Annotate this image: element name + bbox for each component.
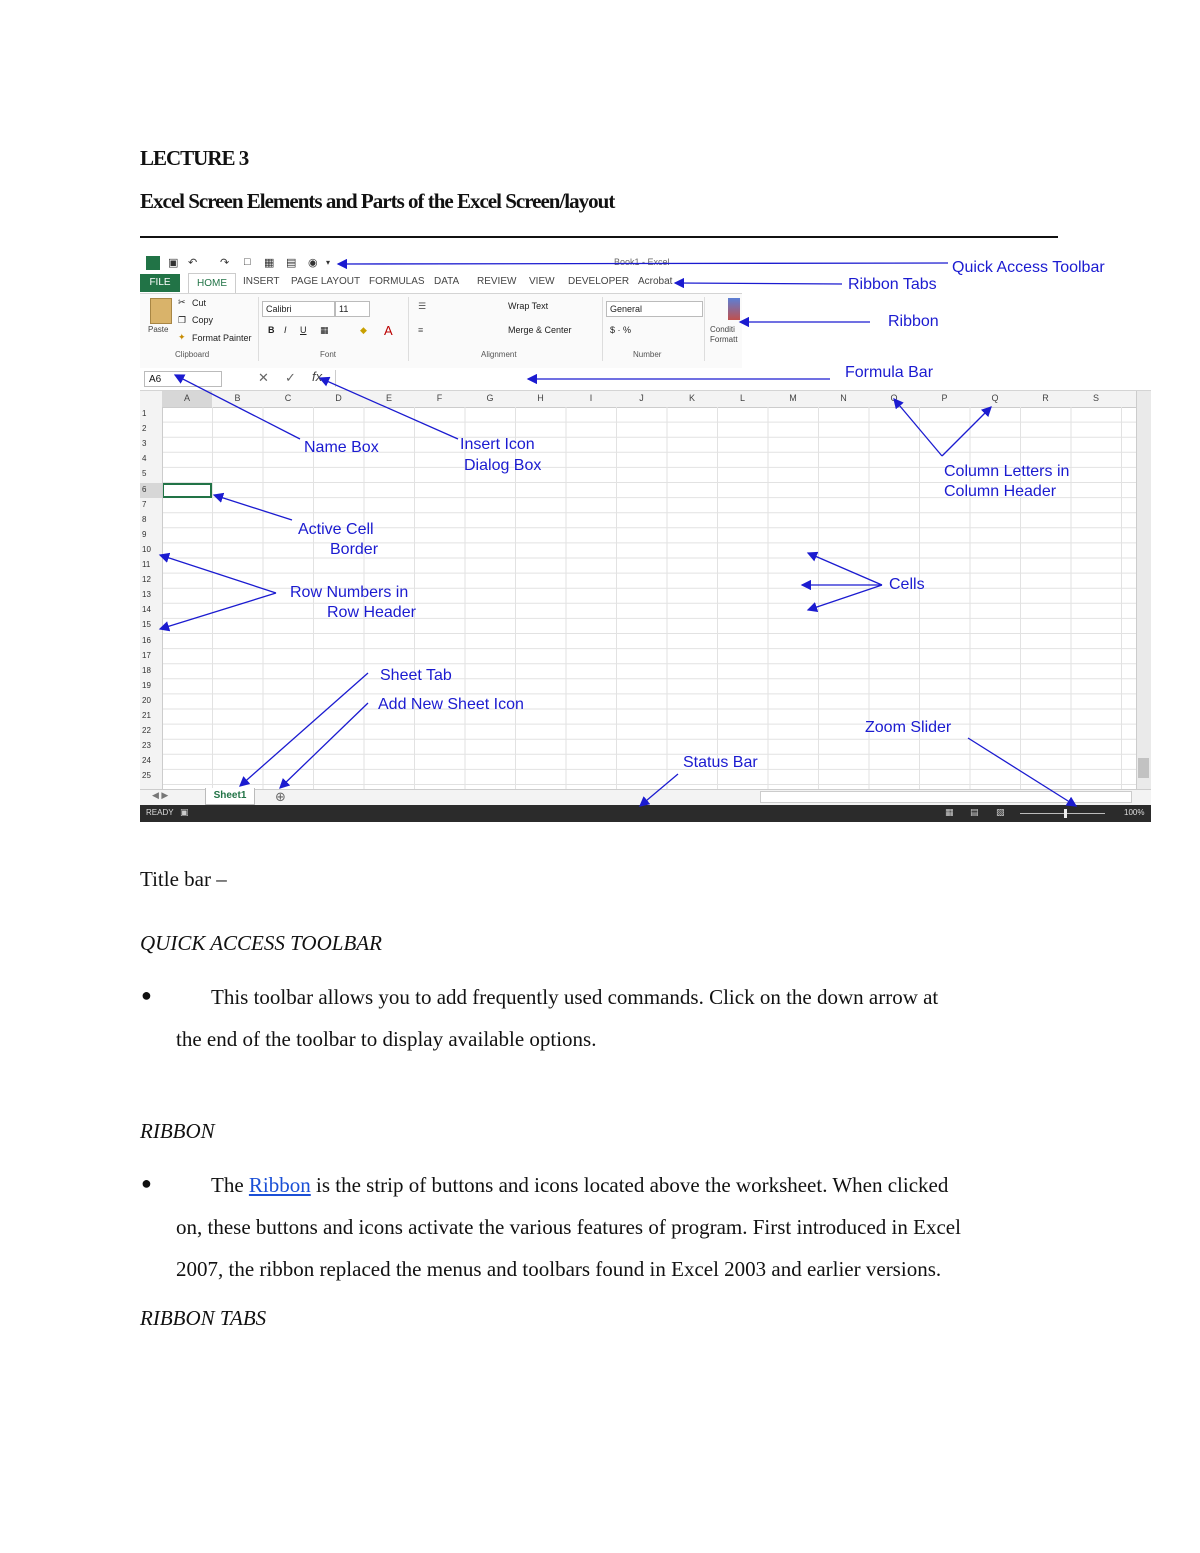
title-bar-text: Title bar – xyxy=(140,867,227,891)
row-number[interactable]: 11 xyxy=(142,560,151,569)
macro-record-icon[interactable]: ▣ xyxy=(180,807,189,817)
row-number[interactable]: 17 xyxy=(142,650,151,660)
normal-view-icon[interactable]: ▦ xyxy=(945,807,954,817)
column-letter[interactable]: F xyxy=(436,393,443,403)
row-number[interactable]: 15 xyxy=(142,620,151,630)
status-text: READY xyxy=(146,808,174,817)
number-group-label: Number xyxy=(633,350,662,359)
align-top-icon[interactable]: ☰ xyxy=(418,301,427,311)
row-number[interactable]: 9 xyxy=(142,529,147,539)
conditional-formatting-label-2[interactable]: Formatt xyxy=(710,335,738,344)
window-title: Book1 - Excel xyxy=(614,257,670,267)
row-number[interactable]: 25 xyxy=(142,771,151,781)
column-letter[interactable]: L xyxy=(739,393,745,403)
align-left-icon[interactable]: ≡ xyxy=(418,325,424,335)
font-color-icon[interactable]: A xyxy=(384,323,393,338)
horizontal-rule xyxy=(140,236,1058,238)
annotation-name-box: Name Box xyxy=(304,439,379,456)
annotation-active-cell: Active Cell xyxy=(298,521,374,538)
annotation-zoom-slider: Zoom Slider xyxy=(865,719,952,736)
copy-button[interactable]: Copy xyxy=(192,315,214,325)
arrow-row-10 xyxy=(160,555,276,593)
column-letter[interactable]: Q xyxy=(991,393,999,403)
row-number[interactable]: 5 xyxy=(142,469,147,479)
font-size-select[interactable]: 11 xyxy=(335,301,370,317)
add-sheet-icon[interactable]: ⊕ xyxy=(275,789,286,804)
arrow-sheet-tab xyxy=(240,673,368,786)
arrow-cells-bottom xyxy=(808,585,882,610)
redo-icon[interactable]: ↷ xyxy=(220,257,230,269)
column-letter[interactable]: N xyxy=(840,393,847,403)
lecture-title: LECTURE 3 xyxy=(140,146,249,170)
arrow-add-sheet xyxy=(280,703,368,788)
row-number[interactable]: 12 xyxy=(142,575,151,585)
lecture-subtitle: Excel Screen Elements and Parts of the Excel Screen/layout xyxy=(140,189,615,213)
number-format-select[interactable]: General xyxy=(606,301,703,317)
arrow-zoom-slider xyxy=(968,738,1076,806)
annotation-row-numbers: Row Numbers in xyxy=(290,584,409,601)
font-group-label: Font xyxy=(320,350,337,359)
qat-dropdown-icon[interactable]: ▾ xyxy=(326,258,331,267)
column-letter[interactable]: I xyxy=(589,393,593,403)
ribbon-the: The xyxy=(211,1173,244,1197)
sheet-nav-icon[interactable]: ◀ ▶ xyxy=(152,790,169,800)
clipboard-group-label: Clipboard xyxy=(175,350,210,359)
column-letter[interactable]: M xyxy=(789,393,797,403)
annotation-ribbon-tabs: Ribbon Tabs xyxy=(848,276,937,293)
arrow-insert-icon xyxy=(320,378,458,439)
fill-color-icon[interactable]: ◆ xyxy=(360,325,367,335)
conditional-formatting-label-1[interactable]: Conditi xyxy=(710,325,735,334)
cut-icon[interactable]: ✂ xyxy=(178,297,186,307)
tab-acrobat[interactable]: Acrobat xyxy=(638,276,673,287)
annotation-qat: Quick Access Toolbar xyxy=(952,259,1105,276)
row-number[interactable]: 2 xyxy=(142,424,147,434)
column-letter[interactable]: K xyxy=(688,393,695,403)
column-letter[interactable]: S xyxy=(1092,393,1099,403)
row-number[interactable]: 16 xyxy=(142,635,151,645)
column-letter[interactable]: P xyxy=(941,393,948,403)
tab-view[interactable]: VIEW xyxy=(529,276,555,287)
row-number[interactable]: 1 xyxy=(142,409,147,418)
annotation-dialog-box: Dialog Box xyxy=(464,457,542,474)
annotation-column-header: Column Header xyxy=(944,483,1057,500)
annotation-ribbon: Ribbon xyxy=(888,313,939,330)
annotation-add-sheet: Add New Sheet Icon xyxy=(378,696,524,713)
undo-icon[interactable]: ↶ xyxy=(188,257,198,269)
row-number[interactable]: 21 xyxy=(142,711,151,720)
merge-center-button[interactable]: Merge & Center xyxy=(508,325,572,335)
alignment-group-label: Alignment xyxy=(481,350,517,359)
annotation-status-bar: Status Bar xyxy=(683,754,758,771)
row-number[interactable]: 22 xyxy=(142,726,151,736)
ribbon-tabs-heading: RIBBON TABS xyxy=(140,1306,267,1330)
borders-icon[interactable]: ▦ xyxy=(320,325,329,335)
annotation-row-header: Row Header xyxy=(327,604,416,621)
bold-icon[interactable]: B xyxy=(268,325,275,335)
arrow-cells-top xyxy=(808,553,882,585)
annotation-arrows xyxy=(140,253,1151,822)
annotation-formula-bar: Formula Bar xyxy=(845,364,934,381)
tab-file[interactable]: FILE xyxy=(140,274,180,292)
annotation-sheet-tab: Sheet Tab xyxy=(380,667,452,684)
tab-insert[interactable]: INSERT xyxy=(243,276,280,287)
row-number[interactable]: 18 xyxy=(142,665,151,675)
arrow-ribbon-tabs xyxy=(675,283,842,284)
quick-print-icon[interactable]: ▤ xyxy=(286,257,297,269)
excel-screenshot xyxy=(140,253,1151,822)
column-letter[interactable]: B xyxy=(234,393,241,403)
row-number[interactable]: 24 xyxy=(142,756,151,766)
ribbon-heading: RIBBON xyxy=(140,1119,215,1143)
format-painter-button[interactable]: Format Painter xyxy=(192,333,252,343)
insert-function-icon[interactable]: fx xyxy=(312,369,323,384)
currency-icon[interactable]: $ · % xyxy=(610,325,632,335)
italic-icon[interactable]: I xyxy=(284,325,287,335)
row-number[interactable]: 8 xyxy=(142,514,147,524)
copy-icon[interactable]: ❐ xyxy=(178,315,187,325)
qat-heading: QUICK ACCESS TOOLBAR xyxy=(140,931,382,955)
column-letter[interactable]: G xyxy=(486,393,494,403)
enter-icon[interactable]: ✓ xyxy=(285,370,296,385)
annotation-border: Border xyxy=(330,541,379,558)
annotation-cells: Cells xyxy=(889,576,925,593)
ribbon-paragraph-line-1 xyxy=(211,1164,948,1206)
wrap-text-button[interactable]: Wrap Text xyxy=(508,301,549,311)
camera-icon[interactable]: ◉ xyxy=(308,257,318,269)
bullet-icon: ● xyxy=(141,985,152,1005)
page-break-view-icon[interactable]: ▧ xyxy=(996,807,1005,817)
zoom-level[interactable]: 100% xyxy=(1124,808,1145,817)
print-preview-icon[interactable]: ▦ xyxy=(264,257,275,269)
row-number[interactable]: 19 xyxy=(142,680,151,690)
sheet-tab[interactable]: Sheet1 xyxy=(205,788,255,805)
column-letter[interactable]: D xyxy=(335,393,342,403)
column-letter[interactable]: O xyxy=(890,393,898,403)
name-box[interactable]: A6 xyxy=(144,371,222,387)
tab-developer[interactable]: DEVELOPER xyxy=(568,276,630,287)
column-letter[interactable]: R xyxy=(1042,393,1049,403)
arrow-row-15 xyxy=(160,593,276,629)
row-number[interactable]: 7 xyxy=(142,499,147,509)
paste-label[interactable]: Paste xyxy=(148,325,169,334)
new-file-icon[interactable]: □ xyxy=(244,256,251,268)
row-number[interactable]: 20 xyxy=(142,695,151,705)
cancel-icon[interactable]: ✕ xyxy=(258,370,269,385)
font-name-select[interactable]: Calibri xyxy=(262,301,335,317)
tab-home[interactable]: HOME xyxy=(188,273,236,294)
arrow-qat xyxy=(338,263,948,264)
arrow-name-box xyxy=(175,375,300,439)
column-letter[interactable]: H xyxy=(537,393,544,403)
bullet-icon: ● xyxy=(141,1173,152,1193)
qat-paragraph-line-2: the end of the toolbar to display available options. xyxy=(176,1027,597,1051)
column-letter[interactable]: J xyxy=(639,393,644,403)
underline-icon[interactable]: U xyxy=(300,325,307,335)
format-painter-icon[interactable]: ✦ xyxy=(178,332,186,342)
column-letter[interactable]: E xyxy=(385,393,392,403)
arrow-col-o xyxy=(894,399,942,456)
page-layout-view-icon[interactable]: ▤ xyxy=(970,807,979,817)
save-icon[interactable]: ▣ xyxy=(168,257,179,269)
arrow-col-q xyxy=(942,407,991,456)
arrow-active-cell xyxy=(214,495,292,520)
row-number[interactable]: 6 xyxy=(142,484,147,494)
tab-formulas[interactable]: FORMULAS xyxy=(369,276,425,287)
row-number[interactable]: 10 xyxy=(142,544,151,554)
row-number[interactable]: 4 xyxy=(142,454,147,464)
tab-review[interactable]: REVIEW xyxy=(477,276,517,287)
column-letter[interactable]: C xyxy=(284,393,292,403)
row-number[interactable]: 3 xyxy=(142,439,147,449)
cut-button[interactable]: Cut xyxy=(192,298,207,308)
column-letter[interactable]: A xyxy=(183,393,190,403)
row-number[interactable]: 13 xyxy=(142,590,151,600)
row-number[interactable]: 23 xyxy=(142,741,151,751)
ribbon-line-1-rest: is the strip of buttons and icons located above the worksheet. When clicked xyxy=(316,1173,949,1197)
annotation-column-letters: Column Letters in xyxy=(944,463,1070,480)
arrow-status-bar xyxy=(640,774,678,806)
ribbon-link[interactable]: Ribbon xyxy=(248,1173,311,1197)
row-number[interactable]: 14 xyxy=(142,605,151,615)
ribbon-paragraph-line-3: 2007, the ribbon replaced the menus and toolbars found in Excel 2003 and earlier versions. xyxy=(176,1257,942,1281)
qat-paragraph-line-1: This toolbar allows you to add frequently used commands. Click on the down arrow at xyxy=(211,985,939,1009)
ribbon-paragraph-line-2: on, these buttons and icons activate the various features of program. First introduced in Excel xyxy=(176,1215,961,1239)
tab-page-layout[interactable]: PAGE LAYOUT xyxy=(291,276,361,287)
annotation-insert-icon: Insert Icon xyxy=(460,436,535,453)
tab-data[interactable]: DATA xyxy=(434,276,460,287)
